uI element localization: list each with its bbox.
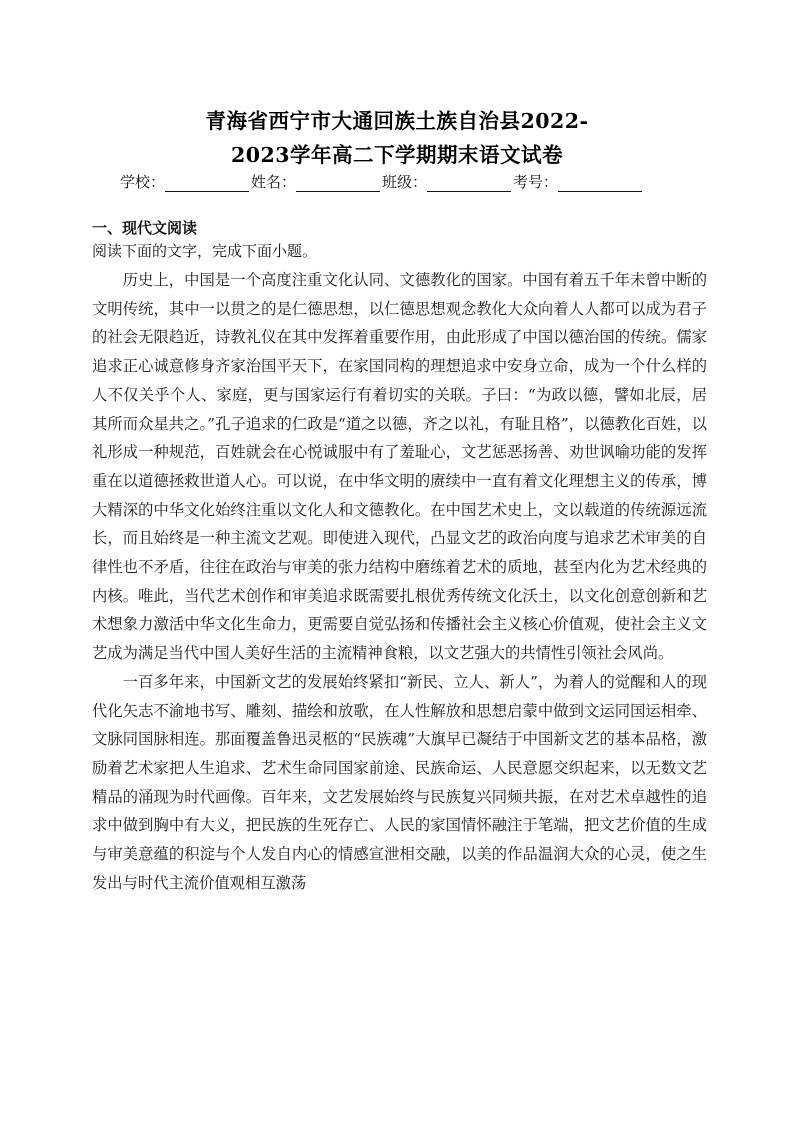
reading-instruction: 阅读下面的文字，完成下面小题。: [92, 242, 318, 260]
exam-title-line-1: 青海省西宁市大通回族土族自治县2022-: [205, 109, 589, 133]
school-label: 学校：: [120, 173, 166, 191]
name-label: 姓名：: [251, 173, 297, 191]
class-label: 班级：: [382, 173, 428, 191]
section-heading: 一、现代文阅读: [92, 219, 198, 237]
student-info-row: [120, 171, 680, 192]
class-blank[interactable]: [427, 175, 511, 192]
school-field[interactable]: [120, 171, 251, 192]
name-field[interactable]: [251, 171, 382, 192]
exam-no-label: 考号：: [513, 173, 559, 191]
school-blank[interactable]: [165, 175, 249, 192]
passage-paragraph-2: 一百多年来，中国新文艺的发展始终紧扣“新民、立人、新人”，为着人的觉醒和人的现代化矢志不渝地书写、雕刻、描绘和放歌，在人性解放和思想启蒙中做到文运同国运相牵、文脉同国脉相连。那面覆盖鲁迅灵柩的“民族魂”大旗早已凝结于中国新文艺的基本品格，激励着艺术家把人生追求、艺术生命同国家前途、民族命运、人民意愿交织起来，以无数文艺精品的涌现为时代画像。百年来，文艺发展始终与民族复兴同频共振，在对艺术卓越性的追求中做到胸中有大义，把民族的生死存亡、人民的家国情怀融注于笔端，把文艺价值的生成与审美意蕴的积淀与个人发自内心的情感宣泄相交融，以美的作品温润大众的心灵，使之生发出与时代主流价值观相互激荡: [92, 672, 707, 892]
class-field[interactable]: [382, 171, 513, 192]
passage-paragraph-1: 历史上，中国是一个高度注重文化认同、文德教化的国家。中国有着五千年未曾中断的文明传统，其中一以贯之的是仁德思想，以仁德思想观念教化大众向着人人都可以成为君子的社会无限趋近，诗教礼仪在其中发挥着重要作用，由此形成了中国以德治国的传统。儒家追求正心诚意修身齐家治国平天下，在家国同构的理想追求中安身立命，成为一个什么样的人不仅关乎个人、家庭，更与国家运行有着切实的关联。子曰：“为政以德，譬如北辰，居其所而众星共之。”孔子追求的仁政是“道之以德，齐之以礼，有耻且格”，以德教化百姓，以礼形成一种规范，百姓就会在心悦诚服中有了羞耻心，文艺惩恶扬善、劝世讽喻功能的发挥重在以道德拯救世道人心。可以说，在中华文明的赓续中一直有着文化理想主义的传承，博大精深的中华文化始终注重以文化人和文德教化。在中国艺术史上，文以载道的传统源远流长，而且始终是一种主流文艺观。即使进入现代，凸显文艺的政治向度与追求艺术审美的自律性也不矛盾，往往在政治与审美的张力结构中磨练着艺术的质地，甚至内化为艺术经典的内核。唯此，当代艺术创作和审美追求既需要扎根优秀传统文化沃土，以文化创意创新和艺术想象力激活中华文化生命力，更需要自觉弘扬和传播社会主义核心价值观，使社会主义文艺成为满足当代中国人美好生活的主流精神食粮，以文艺强大的共情性引领社会风尚。: [92, 271, 707, 663]
exam-title-line-2: 2023学年高二下学期期末语文试卷: [230, 143, 564, 167]
name-blank[interactable]: [296, 175, 380, 192]
exam-no-field[interactable]: [513, 171, 644, 192]
exam-no-blank[interactable]: [558, 175, 642, 192]
reading-passage: [92, 266, 707, 897]
